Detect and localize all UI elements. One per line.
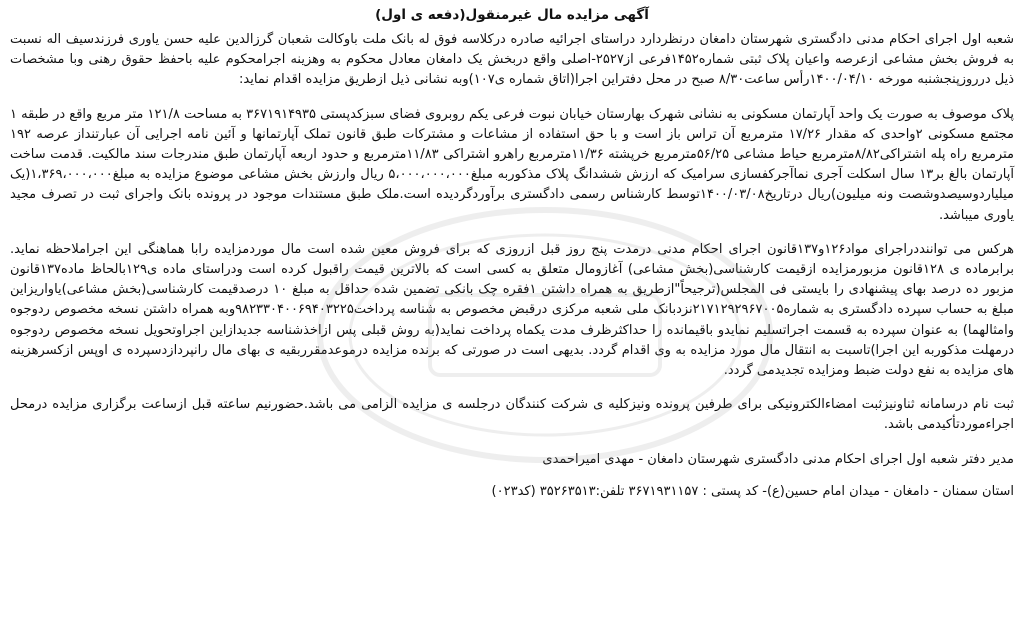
property-description-paragraph: پلاک موصوف به صورت یک واحد آپارتمان مسکونی به نشانی شهرک بهارستان خیابان نبوت فرعی یکم روبروی فضای سبزکدپستی ۳۶۷۱۹۱۴۹۳۵ به مساحت ۱۲۱/۸ متر مربع واقع در طبقه ۱ مجتمع مسکونی ۲واحدی که مقدار ۱۷/۲۶ مترمربع آن تراس باز است و با حق استفاده از مشاعات و مشترکات طبق قانون تملک آپارتمانها و آئین نامه اجرایی آن عبارتنداز عرصه ۱۹۲ مترمربع راه پله اشتراکی۸/۸۲مترمربع حیاط مشاعی ۵۶/۲۵مترمربع خرپشته ۱۱/۳۶مترمربع راهرو اشتراکی ۱۱/۸۳مترمربع و حدود اربعه آپارتمان طبق مندرجات سند مالکیت. قدمت ساخت آپارتمان بالغ بر۱۳ سال اسکلت آجری نماآجرکفسازی سرامیک که ارزش ششدانگ پلاک مذکوربه مبلغ۵،۰۰۰،۰۰۰،۰۰۰ ریال وارزش بخش مشاعی موضوع مزایده به مبلغ۱،۳۶۹،۰۰۰،۰۰۰(یک میلیاردوسیصدوشصت ونه میلیون)ریال درتاریخ۱۴۰۰/۰۳/۰۸توسط کارشناس رسمی دادگستری برآوردگردیده است.ملک طبق مستندات موجود در پرونده بانک واجرای ثبت در تصرف مجید یاوری میباشد. — [10, 106, 1015, 223]
signature-line: مدیر دفتر شعبه اول اجرای احکام مدنی دادگستری شهرستان دامغان - مهدی امیراحمدی — [542, 451, 1014, 467]
intro-paragraph: شعبه اول اجرای احکام مدنی دادگستری شهرستان دامغان درنظردارد دراستای اجرائیه صادره درکلاسه فوق له بانک ملت باوکالت شعبان گرزالدین علیه حسن یاوری فرزندسیف اله نسبت به فروش بخش مشاعی ازعرصه واعیان پلاک ثبتی شماره۱۴۵۲فرعی از۲۵۲۷-اصلی واقع دربخش یک دامغان معادل محکوم به وهزینه اجرامحکوم علیه باحفظ حقوق رهنی وبا مشخصات ذیل درروزپنجشنبه مورخه ۱۴۰۰/۰۴/۱۰رأس ساعت۸/۳۰ صبح در محل دفتراین اجرا(اتاق شماره ی۱۰۷)وبه نشانی ذیل ازطریق مزایده اقدام نماید: — [10, 32, 1014, 88]
notice-title: آگهی مزایده مال غیرمنقول(دفعه ی اول) — [375, 7, 649, 23]
registration-paragraph: ثبت نام درسامانه ثناونیزثبت امضاءالکترونیکی برای طرفین پرونده ونیزکلیه ی شرکت کنندگان درجلسه ی مزایده الزامی می باشد.حضورنیم ساعته قبل ازساعت برگزاری مزایده درمحل اجراءموردتأکیدمی باشد. — [10, 397, 1014, 433]
auction-terms-paragraph: هرکس می تواننددراجرای مواد۱۲۶و۱۳۷قانون اجرای احکام مدنی درمدت پنج روز قبل ازروزی که برای فروش معین شده است مال موردمزایده رابا هماهنگی این اجراملاحظه نماید. برابرماده ی ۱۲۸قانون مزبورمزایده ازقیمت کارشناسی(بخش مشاعی) آغازومال متعلق به کسی است که بالاترین قیمت راقبول کرده است ودراستای ماده ی۱۲۹بالحاظ ماده۱۳۷قانون مزبور ده درصد بهای پیشنهادی را بایستی فی المجلس(ترجیحاً"ازطریق به همراه داشتن ۱فقره چک بانکی تضمین شده حداقل به مبلغ ۱۰ درصدقیمت کارشناسی(بخش مشاعی)یاواریزاین مبلغ به حساب سپرده دادگستری به شماره۲۱۷۱۲۹۲۹۶۷۰۰۵نزدبانک ملی شعبه مرکزی درقبض مخصوص به شناسه پرداخت۹۸۲۳۳۰۴۰۰۶۹۴۰۳۲۲۵وبه همراه داشتن نسخه مخصوص ردوجوه وامثالهما) به عنوان سپرده به قسمت اجراتسلیم نمایدو باقیمانده را حداکثرظرف مدت یکماه پرداخت نماید(به روش قبلی پس ازاخذشناسه جدیدازاین اجراوتحویل نسخه مخصوص ردوجوه درمهلت مذکوربه این اجرا)تاسبت به انتقال مال مورد مزایده به وی اقدام گردد. بدیهی است در صورتی که برنده مزایده درموعدمقرربقیه ی بهای مال رانپردازدسپرده ی اوپس ازکسرهزینه های مزایده به نفع دولت ضبط ومزایده تجدیدمی گردد. — [10, 241, 1015, 379]
address-line: استان سمنان - دامغان - میدان امام حسین(ع)- کد پستی : ۳۶۷۱۹۳۱۱۵۷ تلفن:۳۵۲۶۳۵۱۳ (کد۰۲۳) — [491, 483, 1014, 499]
